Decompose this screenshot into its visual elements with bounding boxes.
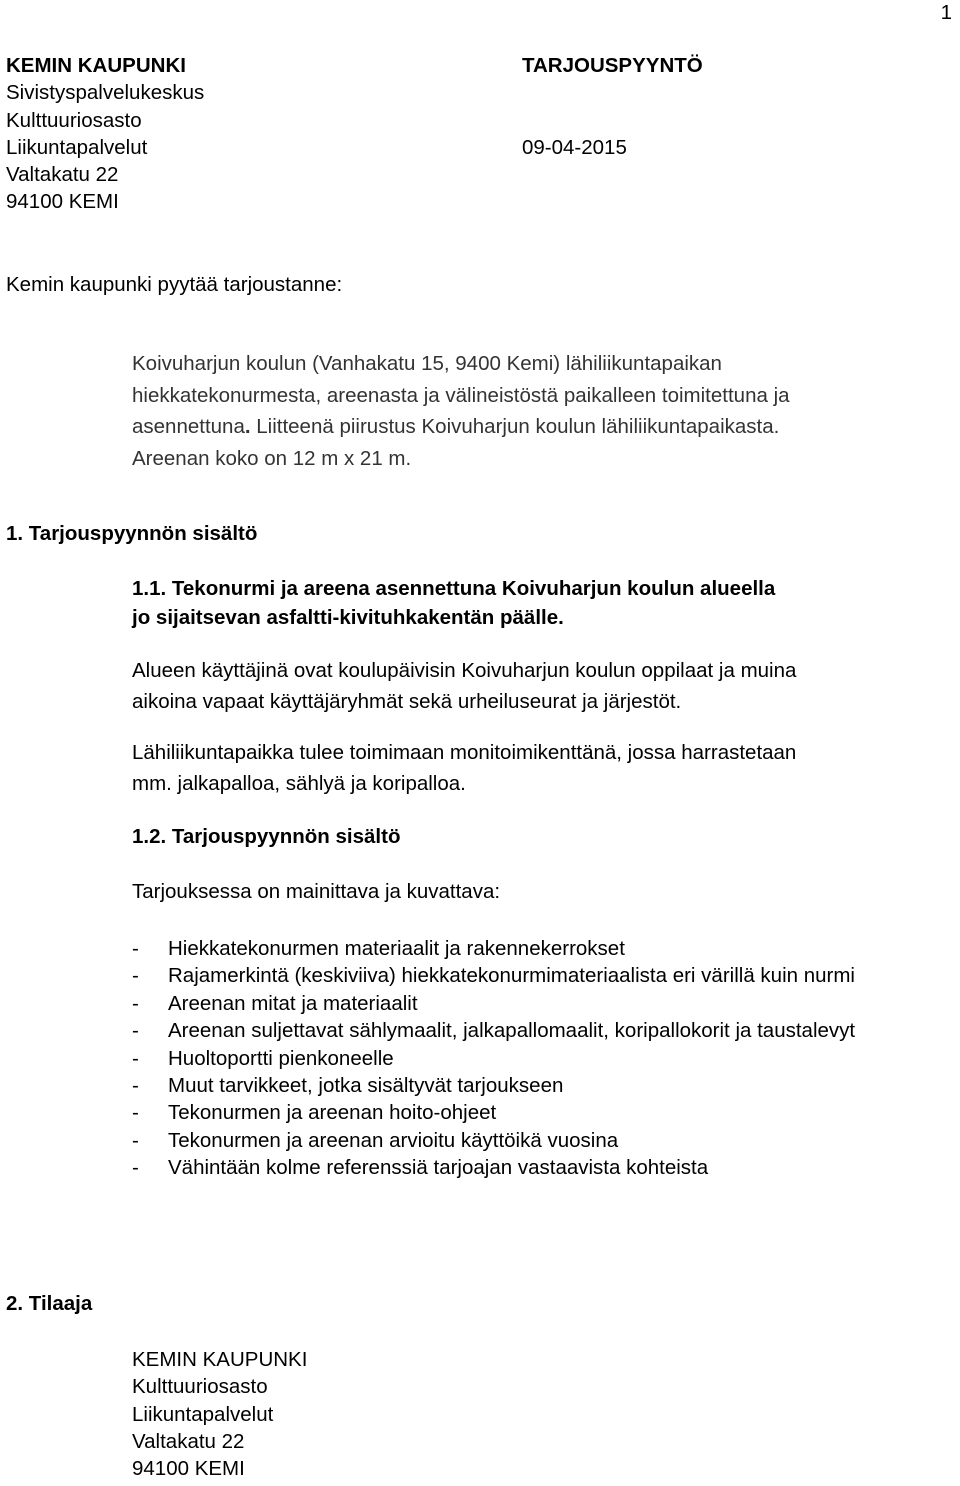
list-dash: - [132, 991, 139, 1015]
list-item [132, 1099, 928, 1126]
intro-line3-b: Liitteenä piirustus Koivuharjun koulun lähiliikuntapaikasta. [250, 415, 780, 438]
list-item-text: Muut tarvikkeet, jotka sisältyvät tarjoukseen [168, 1074, 564, 1098]
intro-line: Areenan koko on 12 m x 21 m. [132, 446, 412, 470]
list-item-text: Areenan mitat ja materiaalit [168, 991, 418, 1015]
list-item [132, 935, 928, 962]
sender-line: Liikuntapalvelut [6, 135, 148, 159]
paragraph-line: mm. jalkapalloa, sählyä ja koripalloa. [132, 772, 466, 795]
list-dash: - [132, 1074, 139, 1098]
list-item [132, 1045, 928, 1072]
list-dash: - [132, 1128, 139, 1152]
sender-line: Sivistyspalvelukeskus [6, 81, 205, 105]
list-item-text: Tekonurmen ja areenan arvioitu käyttöikä vuosina [168, 1128, 619, 1152]
paragraph-line: aikoina vapaat käyttäjäryhmät sekä urheiluseurat ja järjestöt. [132, 690, 682, 713]
address-line: 94100 KEMI [132, 1457, 245, 1481]
sender-org: KEMIN KAUPUNKI [6, 54, 186, 77]
list-dash: - [132, 1156, 139, 1180]
list-item [132, 1127, 928, 1154]
intro-line: Koivuharjun koulun (Vanhakatu 15, 9400 Kemi) lähiliikuntapaikan [132, 352, 722, 375]
list-lead: Tarjouksessa on mainittava ja kuvattava: [132, 880, 501, 903]
sender-line: Valtakatu 22 [6, 163, 119, 187]
subsection-1-1-line: jo sijaitsevan asfaltti-kivituhkakentän päälle. [132, 606, 564, 629]
paragraph-line: Alueen käyttäjinä ovat koulupäivisin Koivuharjun koulun oppilaat ja muina [132, 659, 797, 682]
list-dash: - [132, 937, 139, 960]
paragraph-purpose [132, 743, 796, 805]
list-item [132, 990, 928, 1017]
address-line: KEMIN KAUPUNKI [132, 1348, 308, 1371]
list-dash: - [132, 1046, 139, 1070]
list-item [132, 1154, 928, 1181]
subsection-1-1-line: 1.1. Tekonurmi ja areena asennettuna Koivuharjun koulun alueella [132, 577, 776, 600]
requirements-list [132, 935, 928, 1182]
document-date: 09-04-2015 [522, 136, 627, 159]
paragraph-line: Lähiliikuntapaikka tulee toimimaan monitoimikenttänä, jossa harrastetaan [132, 741, 797, 764]
list-item [132, 1017, 928, 1044]
list-item [132, 1072, 928, 1099]
list-dash: - [132, 1019, 139, 1043]
intro-line3-dot: . [244, 415, 251, 438]
page-number: 1 [940, 1, 952, 24]
list-item-text: Rajamerkintä (keskiviiva) hiekkatekonurmimateriaalista eri värillä kuin nurmi [168, 964, 855, 988]
list-dash: - [132, 1101, 139, 1125]
list-item-text: Huoltoportti pienkoneelle [168, 1046, 394, 1070]
tilaaja-address [132, 1350, 307, 1486]
section2-heading: 2. Tilaaja [6, 1292, 93, 1315]
list-item-text: Hiekkatekonurmen materiaalit ja rakennekerrokset [168, 937, 625, 960]
document-type: TARJOUSPYYNTÖ [522, 54, 703, 77]
subsection-1-1-heading [132, 579, 775, 637]
request-line: Kemin kaupunki pyytää tarjoustanne: [6, 273, 343, 296]
address-line: Kulttuuriosasto [132, 1375, 268, 1399]
list-dash: - [132, 964, 139, 988]
paragraph-users [132, 661, 796, 723]
section1-heading: 1. Tarjouspyynnön sisältö [6, 522, 258, 545]
list-item-text: Areenan suljettavat sählymaalit, jalkapallomaalit, koripallokorit ja taustalevyt [168, 1019, 856, 1043]
address-line: Valtakatu 22 [132, 1429, 245, 1453]
intro-paragraph [132, 354, 790, 480]
intro-line [132, 417, 790, 449]
sender-block [6, 56, 204, 220]
address-line: Liikuntapalvelut [132, 1402, 274, 1426]
list-item-text: Vähintään kolme referenssiä tarjoajan vastaavista kohteista [168, 1156, 709, 1180]
sender-line: 94100 KEMI [6, 190, 119, 214]
intro-line3-a: asennettuna [132, 415, 245, 438]
list-item-text: Tekonurmen ja areenan hoito-ohjeet [168, 1101, 497, 1125]
list-item [132, 962, 928, 989]
subsection-1-2-heading: 1.2. Tarjouspyynnön sisältö [132, 825, 401, 848]
sender-line: Kulttuuriosasto [6, 108, 142, 132]
intro-line: hiekkatekonurmesta, areenasta ja välineistöstä paikalleen toimitettuna ja [132, 383, 790, 407]
